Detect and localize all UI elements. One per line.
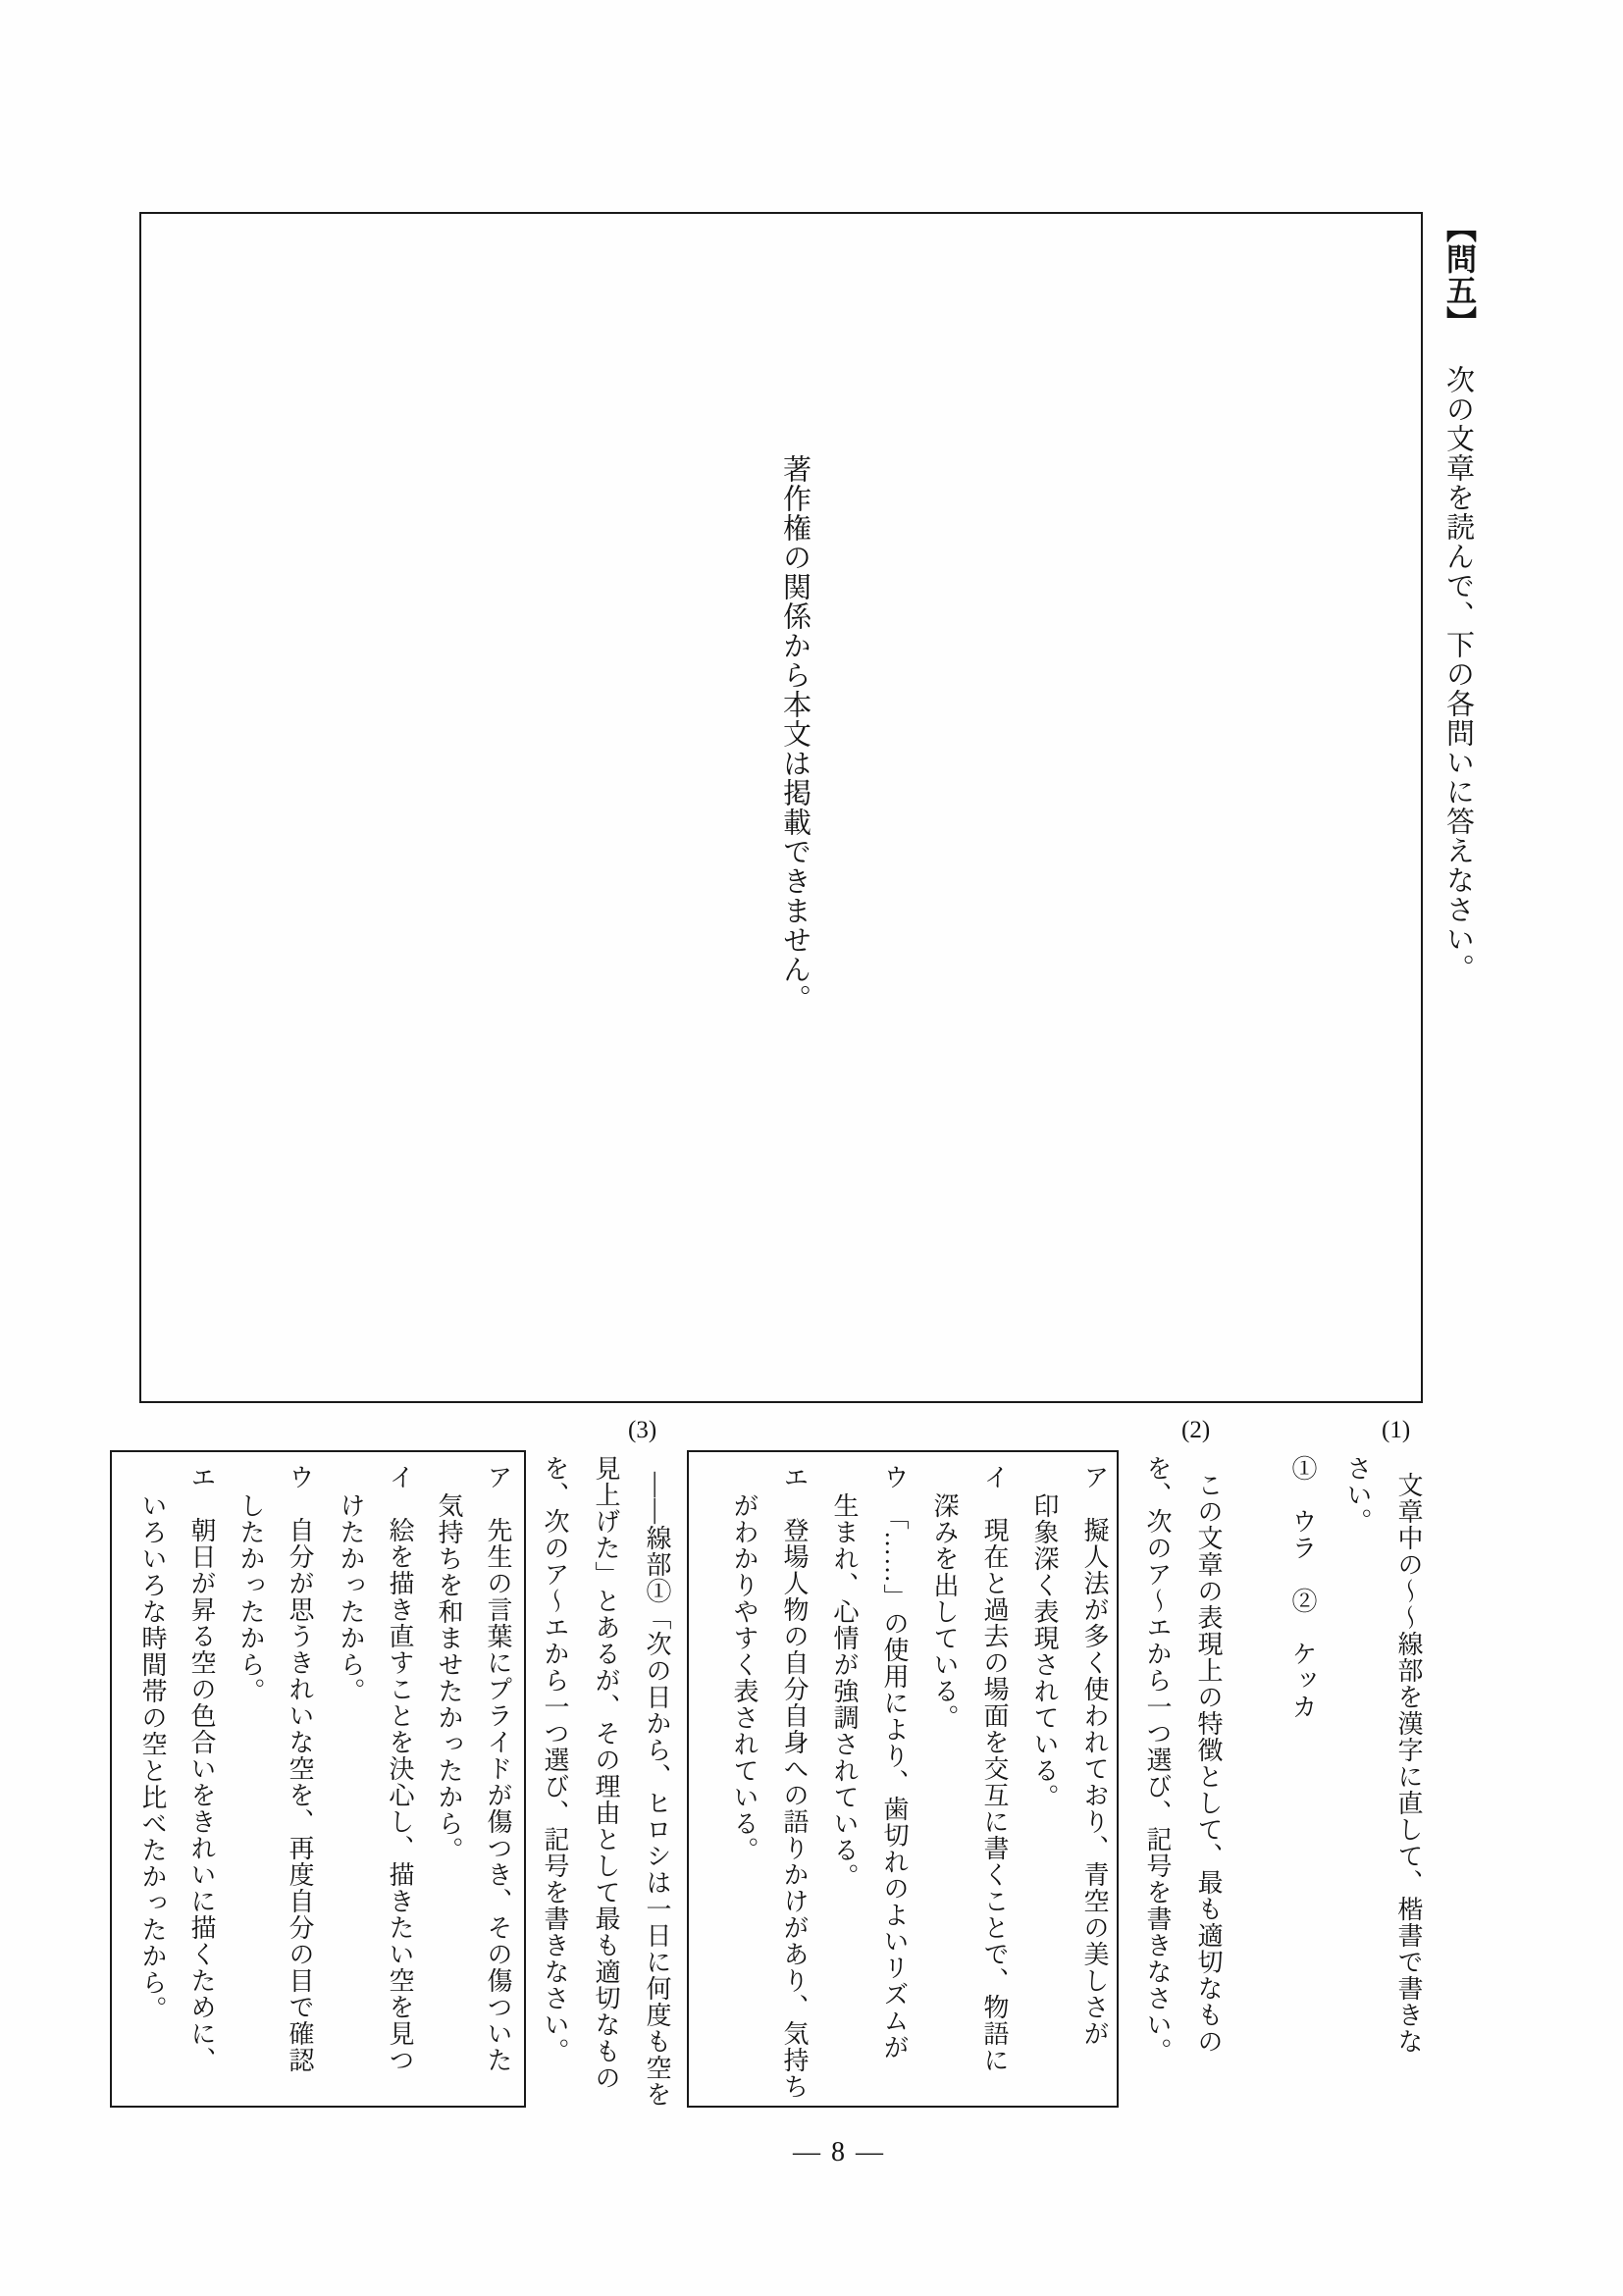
q2-option-b-line-2: 深みを出している。: [930, 1492, 959, 1731]
q3-option-b-line-2: けたかったから。: [337, 1492, 365, 1704]
q3-option-b-line-1: イ 絵を描き直すことを決心し、描きたい空を見つ: [386, 1464, 414, 2073]
passage-box: [139, 212, 1423, 1403]
section-label: 【問五】: [1441, 212, 1476, 338]
q2-option-a-line-2: 印象深く表現されている。: [1030, 1492, 1059, 1810]
copyright-notice: 著作権の関係から本文は掲載できません。: [779, 454, 811, 1014]
section-instruction: 次の文章を読んで、下の各問いに答えなさい。: [1442, 365, 1474, 983]
q3-option-a-line-2: 気持ちを和ませたかったから。: [435, 1492, 463, 1863]
q3-option-a-line-1: ア 先生の言葉にプライドが傷つき、その傷ついた: [484, 1464, 512, 2073]
q3-option-c-line-1: ウ 自分が思うきれいな空を、再度自分の目で確認: [286, 1464, 314, 2073]
page-number: ― 8 ―: [793, 2137, 885, 2167]
q3-label: (3): [628, 1417, 657, 1443]
q3-option-c-line-2: したかったから。: [236, 1492, 265, 1704]
q3-option-d-line-1: エ 朝日が昇る空の色合いをきれいに描くために、: [187, 1464, 216, 2073]
q2-option-c-line-1: ウ 「……」の使用により、歯切れのよいリズムが: [880, 1464, 909, 2061]
q2-line-1: この文章の表現上の特徴として、最も適切なもの: [1194, 1472, 1223, 2055]
q3-line-2: 見上げた」とあるが、その理由として最も適切なもの: [592, 1455, 620, 2091]
q3-options-box: [110, 1450, 526, 2108]
q3-line-3: を、次のア～エから一つ選び、記号を書きなさい。: [541, 1455, 569, 2064]
q1-line-2: さい。: [1343, 1455, 1372, 1535]
q2-option-b-line-1: イ 現在と過去の場面を交互に書くことで、物語に: [980, 1464, 1009, 2073]
q2-option-a-line-1: ア 擬人法が多く使われており、青空の美しさが: [1080, 1464, 1109, 2047]
section-header: [1439, 212, 1474, 983]
q3-option-d-line-2: いろいろな時間帯の空と比べたかったから。: [138, 1492, 167, 2022]
q2-label: (2): [1181, 1417, 1211, 1443]
q2-line-2: を、次のア～エから一つ選び、記号を書きなさい。: [1143, 1455, 1172, 2064]
q1-label: (1): [1382, 1417, 1411, 1443]
q2-option-c-line-2: 生まれ、心情が強調されている。: [830, 1492, 859, 1890]
q3-line-1: ――線部①「次の日から、ヒロシは一日に何度も空を: [643, 1472, 671, 2108]
q2-option-d-line-1: エ 登場人物の自分自身への語りかけがあり、気持ち: [780, 1464, 809, 2100]
q1-line-1: 文章中の～～線部を漢字に直して、楷書で書きな: [1394, 1472, 1423, 2055]
q2-option-d-line-2: がわかりやすく表されている。: [730, 1492, 759, 1863]
q1-answer-items: ① ウラ ② ケッカ: [1288, 1455, 1317, 1720]
